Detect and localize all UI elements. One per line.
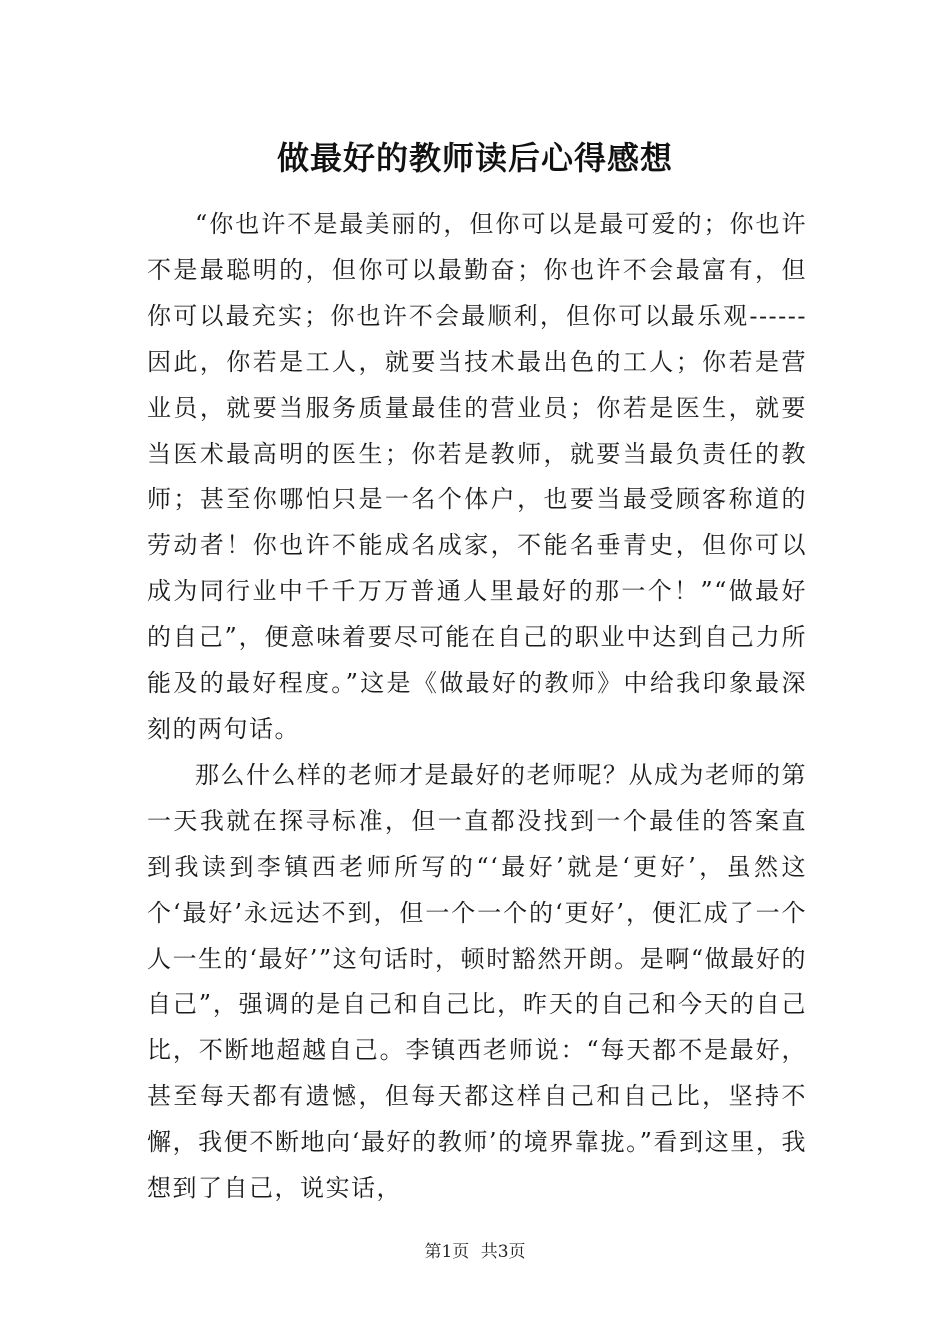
paragraph-1: “你也许不是最美丽的，但你可以是最可爱的；你也许不是最聪明的，但你可以最勤奋；你也许不会最富有，但你可以最充实；你也许不会最顺利，但你可以最乐观------因此，你若是工人，就要当技术最出色的工人；你若是营业员，就要当服务质量最佳的营业员；你若是医生，就要当医术最高明的医生；你若是教师，就要当最负责任的教师；甚至你哪怕只是一名个体户，也要当最受顾客称道的劳动者！你也许不能成名成家，不能名垂青史，但你可以成为同行业中千千万万普通人里最好的那一个！”“做最好的自己”，便意味着要尽可能在自己的职业中达到自己力所能及的最好程度。”这是《做最好的教师》中给我印象最深刻的两句话。 xyxy=(147,210,807,743)
page-footer xyxy=(0,1240,950,1264)
page-number: 第1页 xyxy=(424,1242,470,1262)
document-body xyxy=(147,202,807,1212)
page-total: 共3页 xyxy=(480,1242,526,1262)
page-title: 做最好的教师读后心得感想 xyxy=(276,139,673,177)
paragraph-2: 那么什么样的老师才是最好的老师呢？从成为老师的第一天我就在探寻标准，但一直都没找到一个最佳的答案直到我读到李镇西老师所写的“‘最好’就是‘更好’，虽然这个‘最好’永远达不到，但一个一个的‘更好’，便汇成了一个人一生的‘最好’”这句话时，顿时豁然开朗。是啊“做最好的自己”，强调的是自己和自己比，昨天的自己和今天的自己比，不断地超越自己。李镇西老师说：“每天都不是最好，甚至每天都有遗憾，但每天都这样自己和自己比，坚持不懈，我便不断地向‘最好的教师’的境界靠拢。”看到这里，我想到了自己，说实话， xyxy=(147,760,807,1203)
